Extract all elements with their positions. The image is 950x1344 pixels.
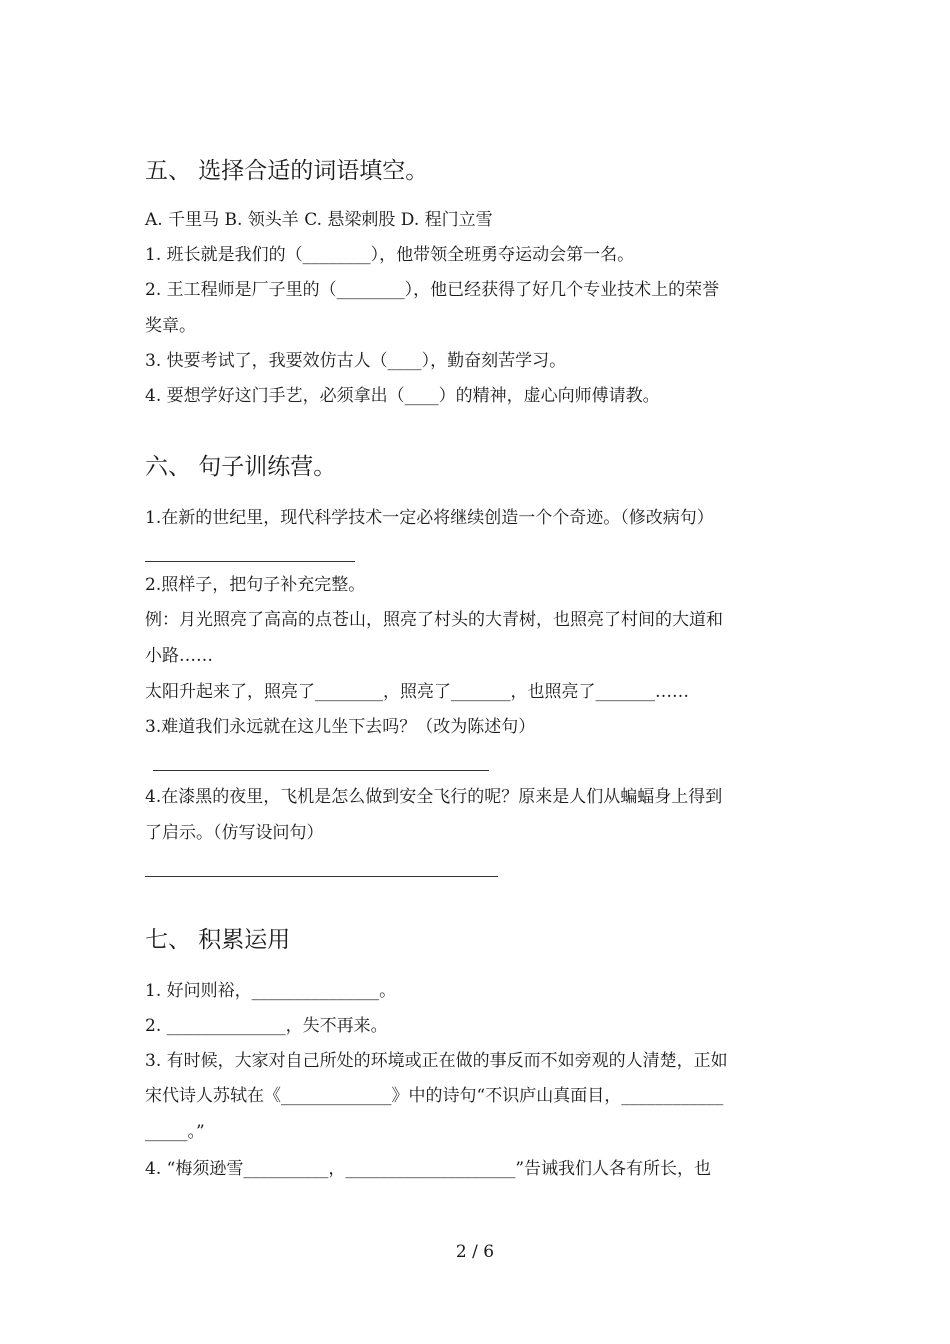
section-five-item-2: 2. 王工程师是厂子里的（________），他已经获得了好几个专业技术上的荣誉 [145,280,720,300]
section-seven-item-2: 2. ______________，失不再来。 [145,1016,388,1036]
page-number: 2 / 6 [455,1242,495,1262]
answer-line-1 [145,561,355,562]
section-six-item-4: 4.在漆黑的夜里，飞机是怎么做到安全飞行的呢？原来是人们从蝙蝠身上得到 [145,787,723,807]
section-six-example: 例：月光照亮了高高的点苍山，照亮了村头的大青树，也照亮了村间的大道和 [145,610,723,630]
section-six-item-1: 1.在新的世纪里，现代科学技术一定必将继续创造一个个奇迹。（修改病句） [145,508,714,528]
section-six-item-2-task: 太阳升起来了，照亮了________，照亮了_______，也照亮了_______…… [145,682,689,702]
section-five-item-1: 1. 班长就是我们的（________），他带领全班勇夺运动会第一名。 [145,245,635,265]
section-six-example-cont: 小路…… [145,646,213,666]
section-seven-heading: 七、 积累运用 [145,927,291,953]
section-six-heading: 六、 句子训练营。 [145,454,337,480]
section-seven-item-1: 1. 好问则裕，_______________。 [145,981,397,1001]
answer-line-3 [145,876,498,877]
section-six-item-3: 3.难道我们永远就在这儿坐下去吗？（改为陈述句） [145,717,536,737]
section-five-item-4: 4. 要想学好这门手艺，必须拿出（____）的精神，虚心向师傅请教。 [145,386,660,406]
section-five-item-2-cont: 奖章。 [145,316,196,336]
section-seven-item-3-cont: 宋代诗人苏轼在《_____________》中的诗句“不识庐山真面目，____________ [145,1086,724,1106]
section-seven-item-3: 3. 有时候，大家对自己所处的环境或正在做的事反而不如旁观的人清楚，正如 [145,1051,728,1071]
section-six-item-4-cont: 了启示。（仿写设问句） [145,823,324,843]
section-seven-item-3-end: _____。” [145,1122,205,1142]
section-five-options: A. 千里马 B. 领头羊 C. 悬梁刺股 D. 程门立雪 [145,210,493,230]
section-five-heading: 五、 选择合适的词语填空。 [145,158,429,184]
section-seven-item-4: 4. “梅须逊雪__________，____________________”告诫我们人各有所长，也 [145,1159,712,1179]
section-five-item-3: 3. 快要考试了，我要效仿古人（____），勤奋刻苦学习。 [145,351,567,371]
section-six-item-2: 2.照样子，把句子补充完整。 [145,575,366,595]
answer-line-2 [153,770,489,771]
